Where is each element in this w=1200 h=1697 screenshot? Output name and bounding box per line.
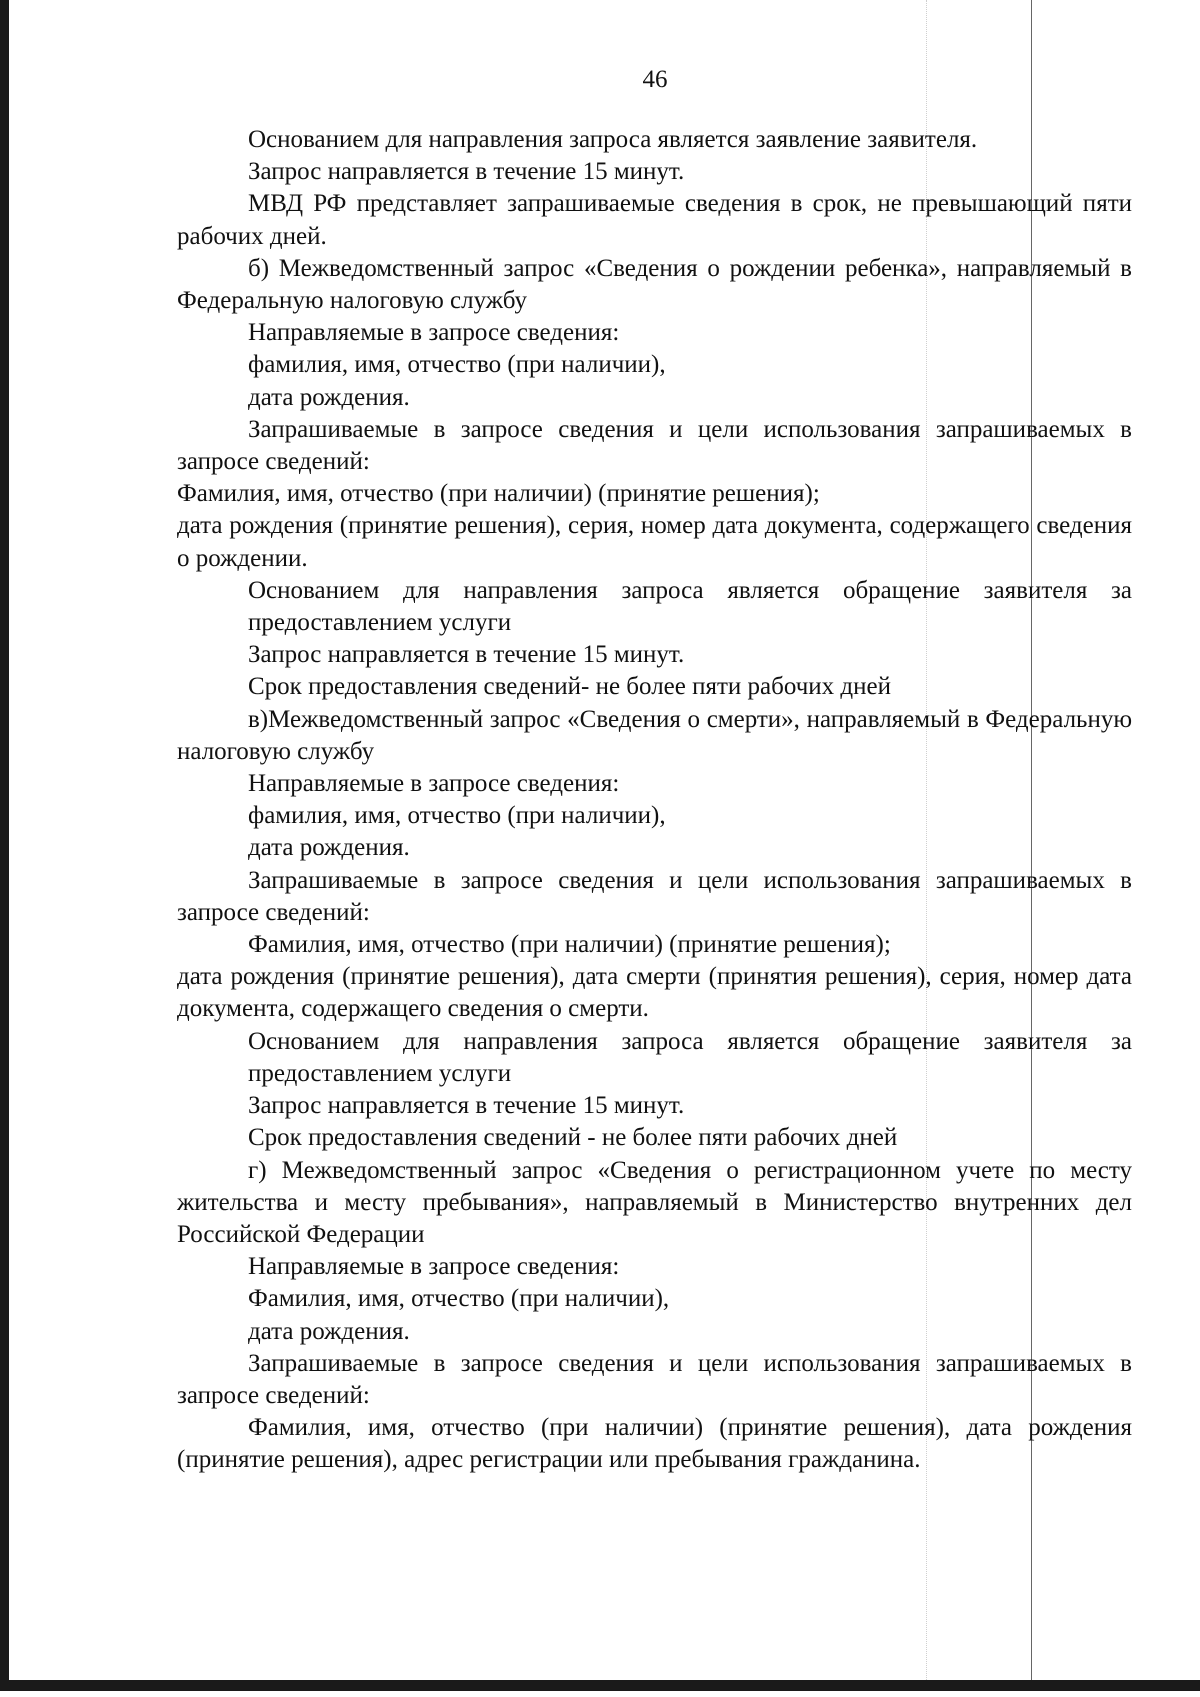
paragraph: Срок предоставления сведений - не более пяти рабочих дней bbox=[248, 1124, 898, 1152]
paragraph: фамилия, имя, отчество (при наличии), bbox=[248, 351, 666, 379]
paragraph: Запрос направляется в течение 15 минут. bbox=[248, 1092, 685, 1120]
paragraph: Срок предоставления сведений- не более пяти рабочих дней bbox=[248, 673, 891, 701]
paragraph: фамилия, имя, отчество (при наличии), bbox=[248, 802, 666, 830]
paragraph: Запрашиваемые в запросе сведения и цели использования запрашиваемых в запросе сведений: bbox=[177, 1349, 1132, 1409]
document-body bbox=[177, 124, 1132, 1477]
paragraph: МВД РФ представляет запрашиваемые сведения в срок, не превышающий пяти рабочих дней. bbox=[177, 190, 1132, 250]
paragraph: Направляемые в запросе сведения: bbox=[248, 1253, 620, 1281]
paragraph: дата рождения. bbox=[248, 383, 410, 411]
paragraph: в)Межведомственный запрос «Сведения о смерти», направляемый в Федеральную налоговую службу bbox=[177, 705, 1132, 765]
page-number: 46 bbox=[642, 66, 668, 93]
paragraph: Основанием для направления запроса является обращение заявителя за предоставлением услуги bbox=[248, 576, 1132, 637]
paragraph: Фамилия, имя, отчество (при наличии), bbox=[248, 1285, 670, 1313]
scan-bottom-border bbox=[0, 1680, 1200, 1691]
paragraph: Запрашиваемые в запросе сведения и цели использования запрашиваемых в запросе сведений: bbox=[177, 866, 1132, 926]
paragraph: дата рождения. bbox=[248, 834, 410, 862]
paragraph: Запрос направляется в течение 15 минут. bbox=[248, 641, 685, 669]
paragraph: Основанием для направления запроса является заявление заявителя. bbox=[248, 126, 978, 153]
paragraph: Направляемые в запросе сведения: bbox=[248, 319, 620, 347]
paragraph: Запрашиваемые в запросе сведения и цели использования запрашиваемых в запросе сведений: bbox=[177, 415, 1132, 476]
paragraph: Запрос направляется в течение 15 минут. bbox=[248, 158, 685, 186]
scan-left-border bbox=[0, 0, 9, 1690]
paragraph: Фамилия, имя, отчество (при наличии) (принятие решения); bbox=[248, 931, 891, 959]
paragraph: дата рождения (принятие решения), дата смерти (принятия решения), серия, номер дата документа, содержащего сведения о смерти. bbox=[177, 963, 1132, 1023]
paragraph: Направляемые в запросе сведения: bbox=[248, 770, 620, 798]
paragraph: Фамилия, имя, отчество (при наличии) (принятие решения); bbox=[177, 480, 820, 508]
paragraph: г) Межведомственный запрос «Сведения о регистрационном учете по месту жительства и месту пребывания», направляемый в Министерство внутренних дел Российской Федерации bbox=[177, 1156, 1132, 1248]
paragraph: Основанием для направления запроса является обращение заявителя за предоставлением услуги bbox=[248, 1027, 1132, 1087]
paragraph: дата рождения. bbox=[248, 1317, 410, 1345]
paragraph: Фамилия, имя, отчество (при наличии) (принятие решения), дата рождения (принятие решения), адрес регистрации или пребывания гражданина. bbox=[177, 1414, 1132, 1474]
paragraph: б) Межведомственный запрос «Сведения о рождении ребенка», направляемый в Федеральную налоговую службу bbox=[177, 254, 1132, 315]
paragraph: дата рождения (принятие решения), серия, номер дата документа, содержащего сведения о рождении. bbox=[177, 512, 1132, 572]
